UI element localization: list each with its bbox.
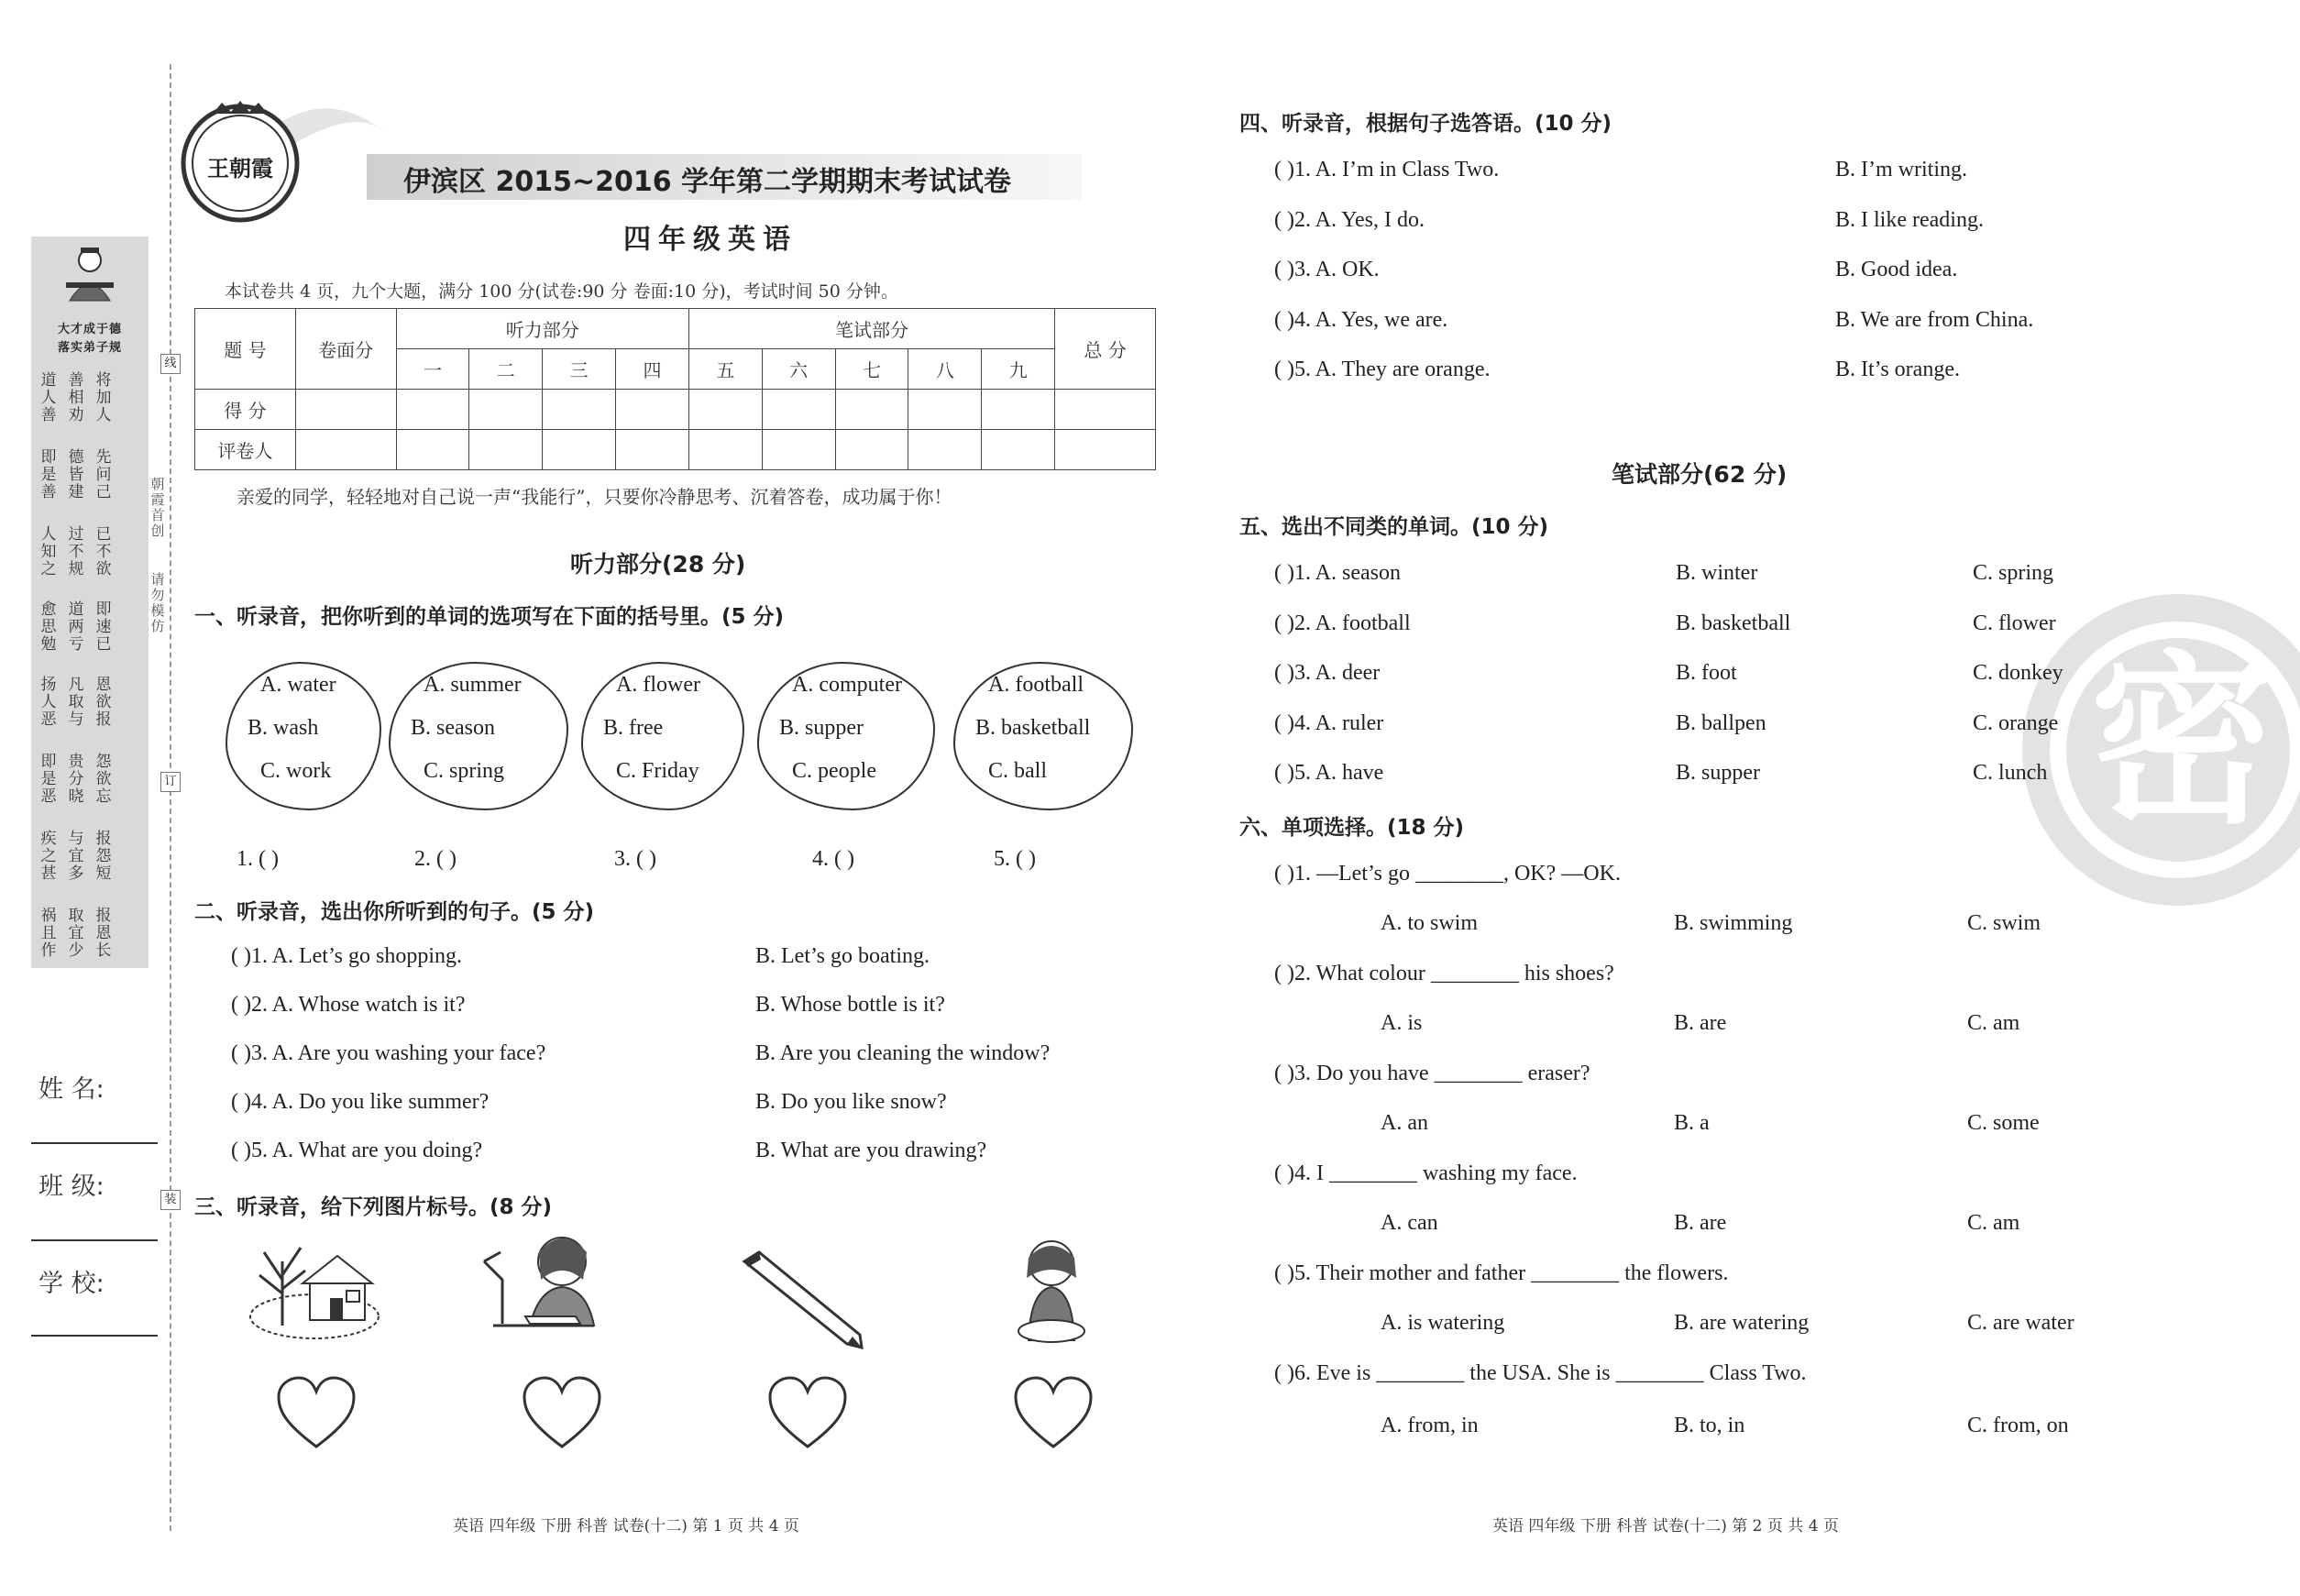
score-cell[interactable] [1055, 430, 1156, 470]
writing-header: 笔试部分(62 分) [1612, 461, 1788, 488]
footer-left: 英语 四年级 下册 科普 试卷(十二) 第 1 页 共 4 页 [453, 1517, 799, 1535]
motto-line-2: 落实弟子规 [57, 341, 122, 355]
cloud-option: A. summer [424, 673, 522, 697]
question-option-a[interactable]: A. is watering [1381, 1311, 1505, 1335]
proverb-column: 即是恶 [40, 753, 57, 806]
cloud-option: C. ball [988, 759, 1047, 783]
question-option-a[interactable]: ( )2. A. football [1274, 611, 1411, 635]
proverb-column: 凡取与 [68, 676, 84, 729]
question-option-a[interactable]: ( )5. A. What are you doing? [231, 1139, 483, 1162]
score-cell[interactable] [396, 430, 469, 470]
question-stem[interactable]: ( )2. What colour ________ his shoes? [1274, 962, 1614, 985]
listening-header: 听力部分(28 分) [570, 551, 746, 578]
score-cell[interactable] [982, 430, 1055, 470]
answer-blank[interactable]: 4. ( ) [812, 847, 854, 871]
girl-washing-picture [1001, 1230, 1102, 1348]
subject-title: 四年级英语 [623, 224, 798, 256]
cloud-option: B. basketball [975, 716, 1091, 740]
word-cloud [389, 662, 568, 810]
exam-title: 伊滨区 2015~2016 学年第二学期期末考试试卷 [403, 166, 1012, 198]
proverb-column: 扬人恶 [40, 676, 57, 729]
exam-intro: 本试卷共 4 页，九个大题，满分 100 分(试卷:90 分 卷面:10 分)，考试时间 50 分钟。 [225, 281, 898, 302]
section6-title: 六、单项选择。(18 分) [1239, 816, 1465, 840]
question-option-b[interactable]: B. We are from China. [1835, 307, 2034, 332]
cloud-option: C. people [792, 759, 876, 783]
section1-title: 一、听录音，把你听到的单词的选项写在下面的括号里。(5 分) [194, 605, 785, 629]
question-option-b[interactable]: B. swimming [1674, 911, 1793, 935]
question-option-a[interactable]: ( )4. A. Yes, we are. [1274, 307, 1448, 332]
word-cloud [581, 662, 744, 810]
score-col-number: 六 [762, 349, 835, 390]
proverb-column: 疾之甚 [40, 830, 57, 883]
score-cell[interactable] [469, 390, 543, 430]
school-field[interactable] [31, 1335, 158, 1337]
question-option-b[interactable]: B. are [1674, 1011, 1727, 1035]
question-option-a[interactable]: A. an [1381, 1111, 1428, 1135]
score-col-number: 五 [688, 349, 762, 390]
question-option-b[interactable]: B. Good idea. [1835, 258, 1958, 281]
cut-mark-bind: 装 [160, 1190, 181, 1210]
question-option-c[interactable]: C. from, on [1967, 1414, 2069, 1437]
score-group-writing: 笔试部分 [688, 309, 1054, 349]
question-option-a[interactable]: A. is [1381, 1011, 1423, 1035]
question-option-b[interactable]: B. foot [1676, 661, 1737, 685]
question-option-a[interactable]: ( )1. A. I’m in Class Two. [1274, 158, 1500, 182]
word-cloud [953, 662, 1133, 810]
question-option-b[interactable]: B. are watering [1674, 1311, 1810, 1335]
proverb-column: 祸且作 [40, 907, 57, 960]
question-option-b[interactable]: B. are [1674, 1211, 1727, 1235]
question-option-b[interactable]: B. a [1674, 1111, 1710, 1135]
heart-answer-icon[interactable] [275, 1375, 358, 1450]
side-note-1: 朝霞首创 [150, 476, 165, 539]
question-option-c[interactable]: C. some [1967, 1111, 2040, 1135]
score-cell[interactable] [543, 390, 616, 430]
score-cell[interactable] [396, 390, 469, 430]
cloud-option: B. season [411, 716, 495, 740]
question-option-b[interactable]: B. to, in [1674, 1414, 1745, 1437]
proverb-column: 善相劝 [68, 371, 84, 424]
score-cell[interactable] [616, 390, 689, 430]
score-col-topic: 题 号 [195, 309, 296, 390]
question-option-b[interactable]: B. I’m writing. [1835, 158, 1967, 182]
question-stem[interactable]: ( )4. I ________ washing my face. [1274, 1161, 1578, 1185]
name-field[interactable] [31, 1142, 158, 1144]
scholar-icon [62, 246, 117, 303]
score-cell[interactable] [762, 390, 835, 430]
score-cell[interactable] [835, 430, 908, 470]
section2-title: 二、听录音，选出你所听到的句子。(5 分) [194, 900, 595, 924]
girl-writing-picture [475, 1225, 612, 1344]
encouragement-text: 亲爱的同学，轻轻地对自己说一声“我能行”，只要你冷静思考、沉着答卷，成功属于你！ [237, 486, 952, 508]
score-col-number: 三 [543, 349, 616, 390]
cut-mark-line: 线 [160, 354, 181, 374]
proverb-column: 过不规 [68, 525, 84, 578]
proverb-column: 贵分晓 [68, 753, 84, 806]
cloud-option: A. football [988, 673, 1084, 697]
question-stem[interactable]: ( )3. Do you have ________ eraser? [1274, 1062, 1590, 1085]
proverb-column: 报恩长 [95, 907, 112, 960]
question-option-c[interactable]: C. flower [1973, 611, 2056, 635]
section3-title: 三、听录音，给下列图片标号。(8 分) [194, 1195, 553, 1219]
score-cell[interactable] [295, 390, 396, 430]
answer-blank[interactable]: 5. ( ) [994, 847, 1036, 871]
question-option-b[interactable]: B. Let’s go boating. [755, 944, 930, 968]
confidential-stamp-char: 密 [2089, 635, 2273, 849]
question-option-c[interactable]: C. am [1967, 1011, 2020, 1035]
cloud-option: A. computer [792, 673, 902, 697]
question-option-a[interactable]: ( )2. A. Yes, I do. [1274, 207, 1425, 232]
word-cloud [226, 662, 381, 810]
proverb-column: 已不欲 [95, 525, 112, 578]
proverb-column: 与宜多 [68, 830, 84, 883]
question-stem[interactable]: ( )5. Their mother and father ________ the flowers. [1274, 1261, 1729, 1285]
cloud-option: A. flower [616, 673, 700, 697]
cloud-option: B. wash [248, 716, 319, 740]
cloud-option: B. free [603, 716, 664, 740]
question-option-b[interactable]: B. I like reading. [1835, 207, 1984, 232]
score-col-number: 二 [469, 349, 543, 390]
question-option-c[interactable]: C. swim [1967, 911, 2041, 935]
proverb-column: 怨欲忘 [95, 753, 112, 806]
answer-blank[interactable]: 2. ( ) [414, 847, 457, 871]
score-cell[interactable] [982, 390, 1055, 430]
question-option-b[interactable]: B. Whose bottle is it? [755, 993, 945, 1017]
school-label: 学 校: [39, 1270, 105, 1298]
question-option-a[interactable]: A. to swim [1381, 911, 1479, 935]
question-option-b[interactable]: B. ballpen [1676, 710, 1766, 735]
score-col-paper: 卷面分 [295, 309, 396, 390]
question-option-a[interactable]: A. from, in [1381, 1414, 1479, 1437]
proverb-column: 德皆建 [68, 448, 84, 501]
proverb-column: 报怨短 [95, 830, 112, 883]
question-option-c[interactable]: C. donkey [1973, 661, 2063, 685]
footer-right: 英语 四年级 下册 科普 试卷(十二) 第 2 页 共 4 页 [1492, 1517, 1839, 1535]
cloud-option: A. water [260, 673, 336, 697]
answer-blank[interactable]: 1. ( ) [237, 847, 279, 871]
cut-line [170, 64, 171, 1531]
score-cell[interactable] [762, 430, 835, 470]
heart-answer-icon[interactable] [766, 1375, 849, 1450]
question-option-a[interactable]: ( )5. A. have [1274, 761, 1384, 785]
proverb-column: 人知之 [40, 525, 57, 578]
proverb-column: 取宜少 [68, 907, 84, 960]
section5-title: 五、选出不同类的单词。(10 分) [1239, 515, 1549, 539]
question-option-a[interactable]: ( )1. A. season [1274, 561, 1401, 585]
score-col-number: 七 [835, 349, 908, 390]
score-table [194, 308, 1156, 470]
pencil-picture [733, 1249, 871, 1349]
cloud-option: B. supper [779, 716, 864, 740]
score-cell[interactable] [295, 430, 396, 470]
proverb-column: 先问己 [95, 448, 112, 501]
question-option-b[interactable]: B. What are you drawing? [755, 1139, 987, 1162]
score-cell[interactable] [616, 430, 689, 470]
proverb-strip [31, 237, 149, 968]
side-note-2: 请勿模仿 [150, 571, 165, 634]
proverb-column: 恩欲报 [95, 676, 112, 729]
proverb-column: 道两亏 [68, 600, 84, 654]
house-picture [246, 1225, 383, 1344]
word-cloud [757, 662, 935, 810]
question-option-c[interactable]: C. are water [1967, 1311, 2074, 1335]
class-label: 班 级: [39, 1172, 105, 1201]
cloud-option: C. work [260, 759, 332, 783]
score-group-listening: 听力部分 [396, 309, 688, 349]
logo-text: 王朝霞 [207, 155, 273, 182]
question-option-a[interactable]: ( )2. A. Whose watch is it? [231, 993, 466, 1017]
question-option-c[interactable]: C. spring [1973, 561, 2054, 585]
score-cell[interactable] [543, 430, 616, 470]
score-col-number: 一 [396, 349, 469, 390]
proverb-column: 道人善 [40, 371, 57, 424]
answer-blank[interactable]: 3. ( ) [614, 847, 656, 871]
grader-row-label: 评卷人 [195, 430, 296, 470]
question-option-a[interactable]: ( )1. A. Let’s go shopping. [231, 944, 462, 968]
question-option-b[interactable]: B. basketball [1676, 611, 1791, 635]
score-cell[interactable] [908, 390, 982, 430]
question-option-b[interactable]: B. winter [1676, 561, 1758, 585]
question-stem[interactable]: ( )6. Eve is ________ the USA. She is ________ Class Two. [1274, 1361, 1807, 1385]
cloud-option: C. Friday [616, 759, 699, 783]
class-field[interactable] [31, 1239, 158, 1241]
question-option-a[interactable]: ( )3. A. deer [1274, 661, 1381, 685]
score-cell[interactable] [908, 430, 982, 470]
question-option-a[interactable]: ( )3. A. Are you washing your face? [231, 1041, 546, 1065]
score-cell[interactable] [469, 430, 543, 470]
score-col-total: 总 分 [1055, 309, 1156, 390]
score-cell[interactable] [688, 430, 762, 470]
proverb-column: 即速已 [95, 600, 112, 654]
motto-line-1: 大才成于德 [57, 323, 122, 336]
question-option-a[interactable]: ( )4. A. Do you like summer? [231, 1090, 490, 1114]
score-col-number: 九 [982, 349, 1055, 390]
cut-mark-order: 订 [160, 772, 181, 792]
score-cell[interactable] [835, 390, 908, 430]
question-option-a[interactable]: ( )3. A. OK. [1274, 258, 1380, 281]
heart-answer-icon[interactable] [521, 1375, 603, 1450]
score-col-number: 八 [908, 349, 982, 390]
question-stem[interactable]: ( )1. —Let’s go ________, OK? —OK. [1274, 862, 1621, 886]
question-option-c[interactable]: C. orange [1973, 710, 2059, 735]
score-cell[interactable] [1055, 390, 1156, 430]
question-option-c[interactable]: C. am [1967, 1211, 2020, 1235]
score-col-number: 四 [616, 349, 689, 390]
score-row-label: 得 分 [195, 390, 296, 430]
heart-answer-icon[interactable] [1012, 1375, 1095, 1450]
name-label: 姓 名: [39, 1075, 105, 1104]
question-option-a[interactable]: ( )4. A. ruler [1274, 710, 1384, 735]
cloud-option: C. spring [424, 759, 505, 783]
question-option-c[interactable]: C. lunch [1973, 761, 2048, 785]
proverb-column: 将加人 [95, 371, 112, 424]
section4-title: 四、听录音，根据句子选答语。(10 分) [1239, 112, 1612, 136]
question-option-b[interactable]: B. Are you cleaning the window? [755, 1041, 1051, 1065]
score-cell[interactable] [688, 390, 762, 430]
question-option-b[interactable]: B. Do you like snow? [755, 1090, 947, 1114]
question-option-b[interactable]: B. It’s orange. [1835, 358, 1960, 381]
question-option-a[interactable]: ( )5. A. They are orange. [1274, 358, 1491, 381]
proverb-column: 愈思勉 [40, 600, 57, 654]
question-option-a[interactable]: A. can [1381, 1211, 1438, 1235]
question-option-b[interactable]: B. supper [1676, 761, 1760, 785]
proverb-column: 即是善 [40, 448, 57, 501]
